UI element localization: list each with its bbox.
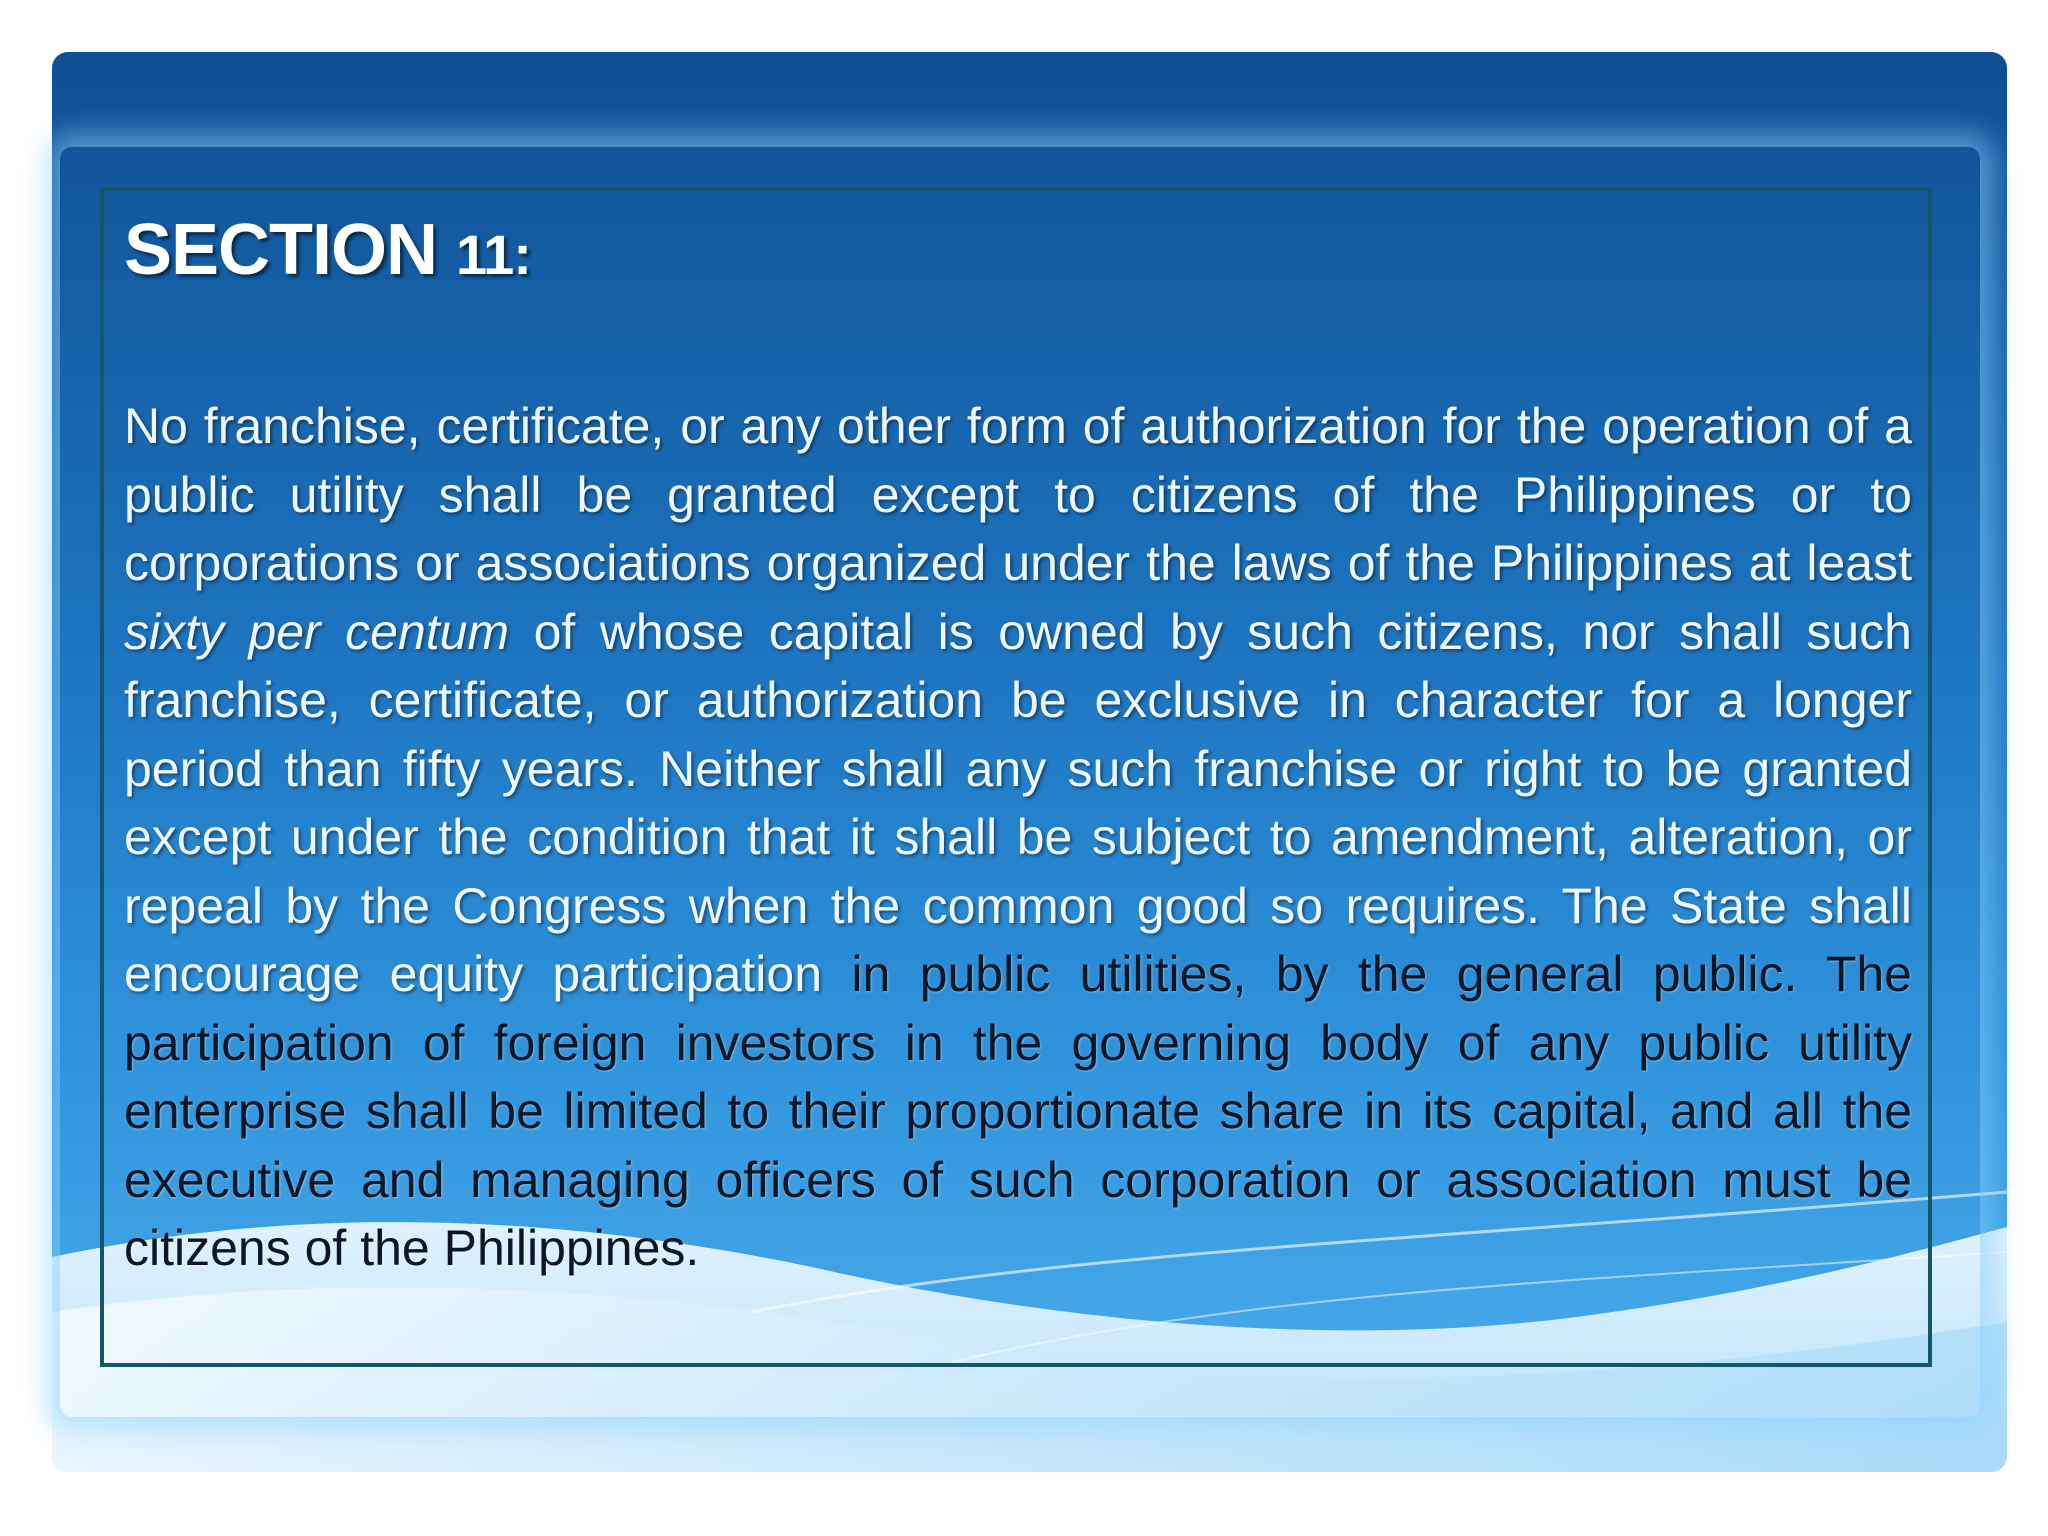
body-part-2: of whose capital is owned by such citizens, nor shall such franchise, certificate, or authorization be exclusive in character for a longer period than fifty years. Neither shall any such franchise or right to be granted except under the condition that it shall be subject to amendment, alteration, or repeal by the Congress when the common good so requires. The State shall encourage equity participation: [124, 603, 1912, 1002]
body-part-3: in public utilities, by the general public. The participation of foreign investors in the governing body of any public utility enterprise shall be limited to their proportionate share in its capital, and all the executive and managing officers of such corporation or association must be citizens of the Philippines.: [124, 946, 1912, 1276]
slide-title: [124, 205, 531, 300]
title-main: SECTION: [124, 210, 457, 290]
section-body-text: [124, 392, 1912, 1283]
body-emphasis: sixty per centum: [124, 603, 510, 660]
body-part-1: No franchise, certificate, or any other form of authorization for the operation of a public utility shall be granted except to citizens of the Philippines or to corporations or associations organized under the laws of the Philippines at least: [124, 398, 1912, 591]
title-number: 11:: [456, 223, 531, 286]
